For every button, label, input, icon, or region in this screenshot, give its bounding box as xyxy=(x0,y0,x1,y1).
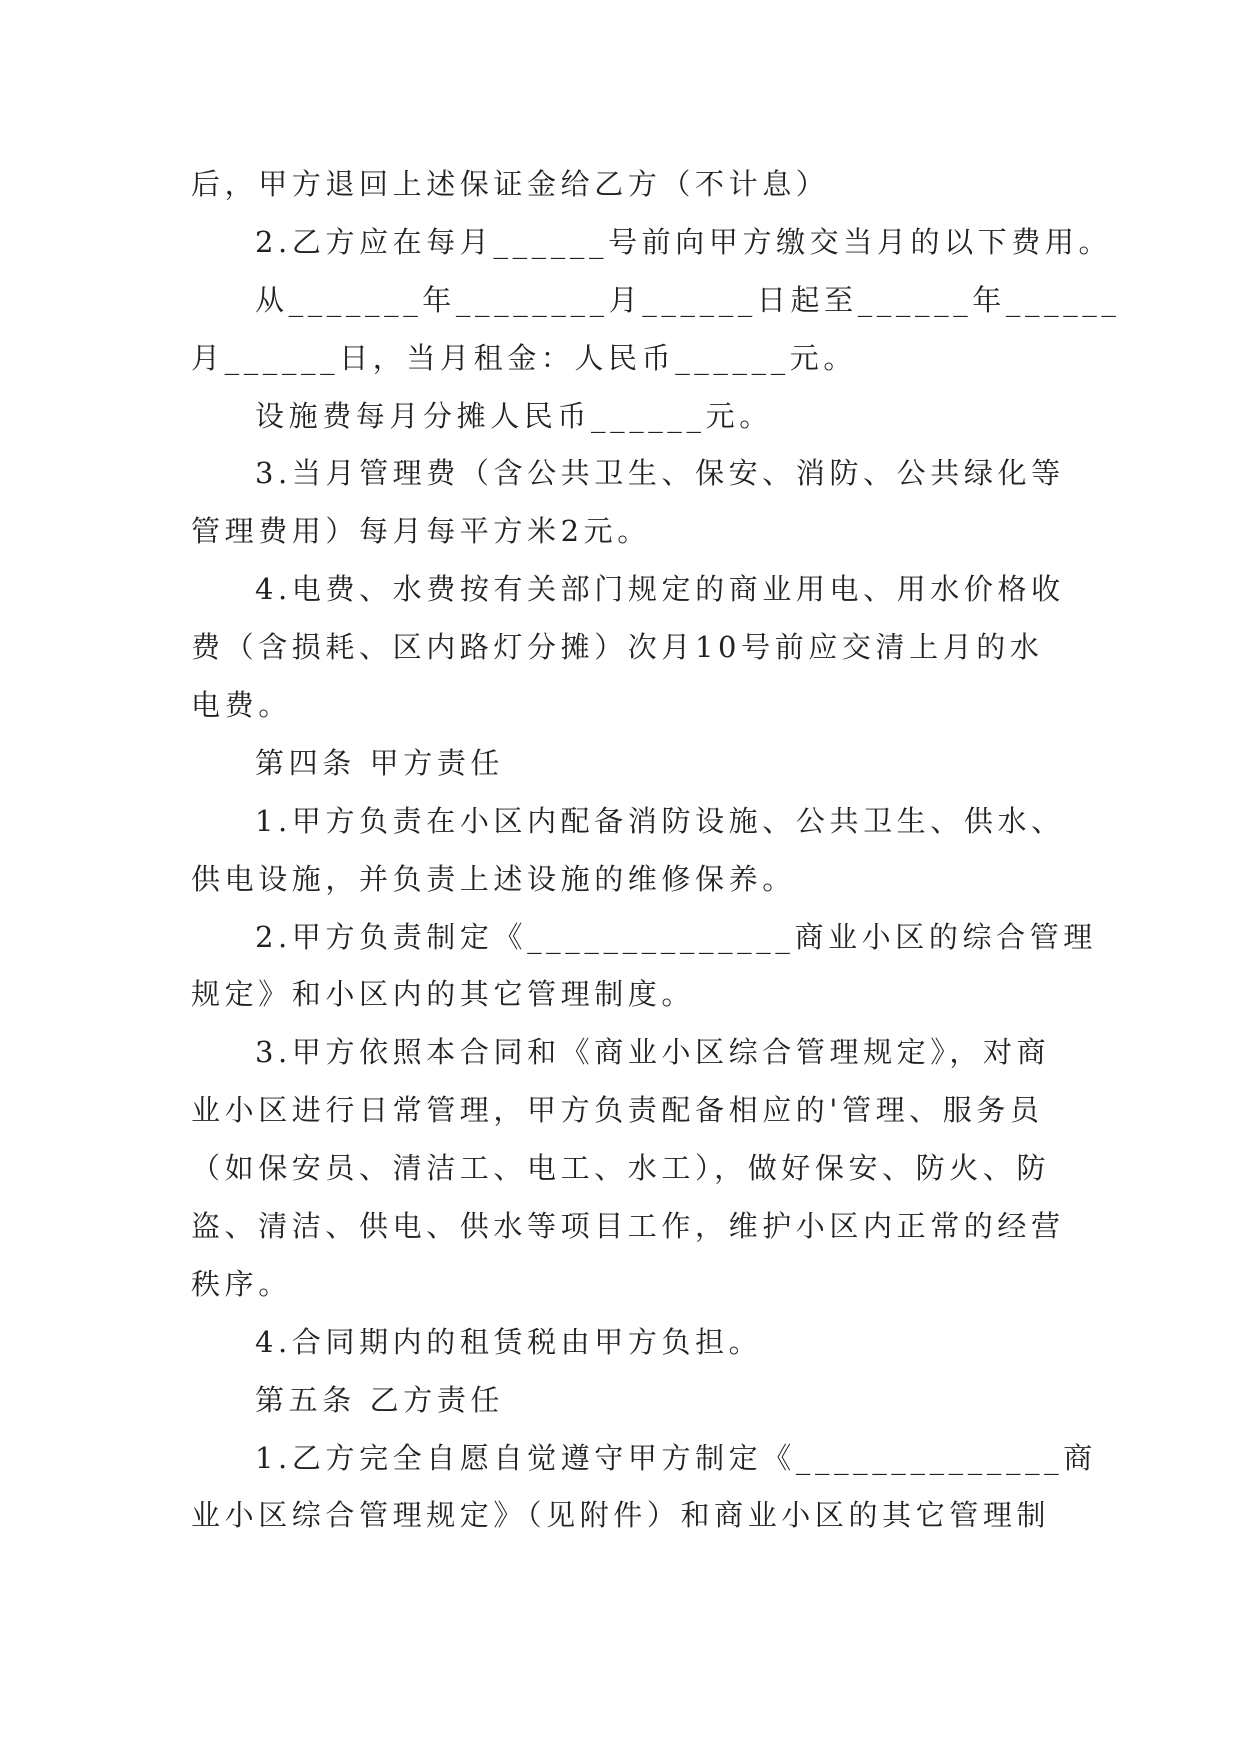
text-line: （如保安员、清洁工、电工、水工），做好保安、防火、防 xyxy=(191,1151,1051,1186)
text-line: 2.乙方应在每月______号前向甲方缴交当月的以下费用。 xyxy=(255,224,1113,259)
text-line: 后，甲方退回上述保证金给乙方（不计息） xyxy=(191,167,830,201)
text-line: 3.甲方依照本合同和《商业小区综合管理规定》，对商 xyxy=(255,1035,1051,1070)
text-line: 供电设施，并负责上述设施的维修保养。 xyxy=(191,861,796,896)
body-text xyxy=(191,156,1121,1545)
section-heading: 第四条 甲方责任 xyxy=(255,745,505,780)
text-line: 秩序。 xyxy=(191,1266,292,1301)
text-line: 2.甲方负责制定《______________商业小区的综合管理 xyxy=(255,919,1097,954)
text-line: 1.甲方负责在小区内配备消防设施、公共卫生、供水、 xyxy=(255,803,1065,838)
text-line: 费（含损耗、区内路灯分摊）次月10号前应交清上月的水 xyxy=(191,630,1044,665)
text-line: 业小区综合管理规定》（见附件）和商业小区的其它管理制 xyxy=(191,1498,1051,1533)
text-line: 电费。 xyxy=(191,688,292,723)
text-line: 4.合同期内的租赁税由甲方负担。 xyxy=(255,1324,763,1359)
text-line: 1.乙方完全自愿自觉遵守甲方制定《______________商 xyxy=(255,1440,1097,1475)
text-line: 盗、清洁、供电、供水等项目工作，维护小区内正常的经营 xyxy=(191,1209,1065,1244)
text-line: 从_______年________月______日起至______年______ xyxy=(255,282,1121,317)
text-line: 3.当月管理费（含公共卫生、保安、消防、公共绿化等 xyxy=(255,456,1065,491)
text-line: 月______日，当月租金：人民币______元。 xyxy=(191,340,858,375)
text-line: 业小区进行日常管理，甲方负责配备相应的'管理、服务员 xyxy=(191,1093,1044,1128)
text-line: 设施费每月分摊人民币______元。 xyxy=(255,398,773,433)
text-line: 规定》和小区内的其它管理制度。 xyxy=(191,977,696,1012)
text-line: 4.电费、水费按有关部门规定的商业用电、用水价格收 xyxy=(255,572,1065,607)
text-line: 管理费用）每月每平方米2元。 xyxy=(191,514,651,549)
section-heading: 第五条 乙方责任 xyxy=(255,1382,505,1417)
